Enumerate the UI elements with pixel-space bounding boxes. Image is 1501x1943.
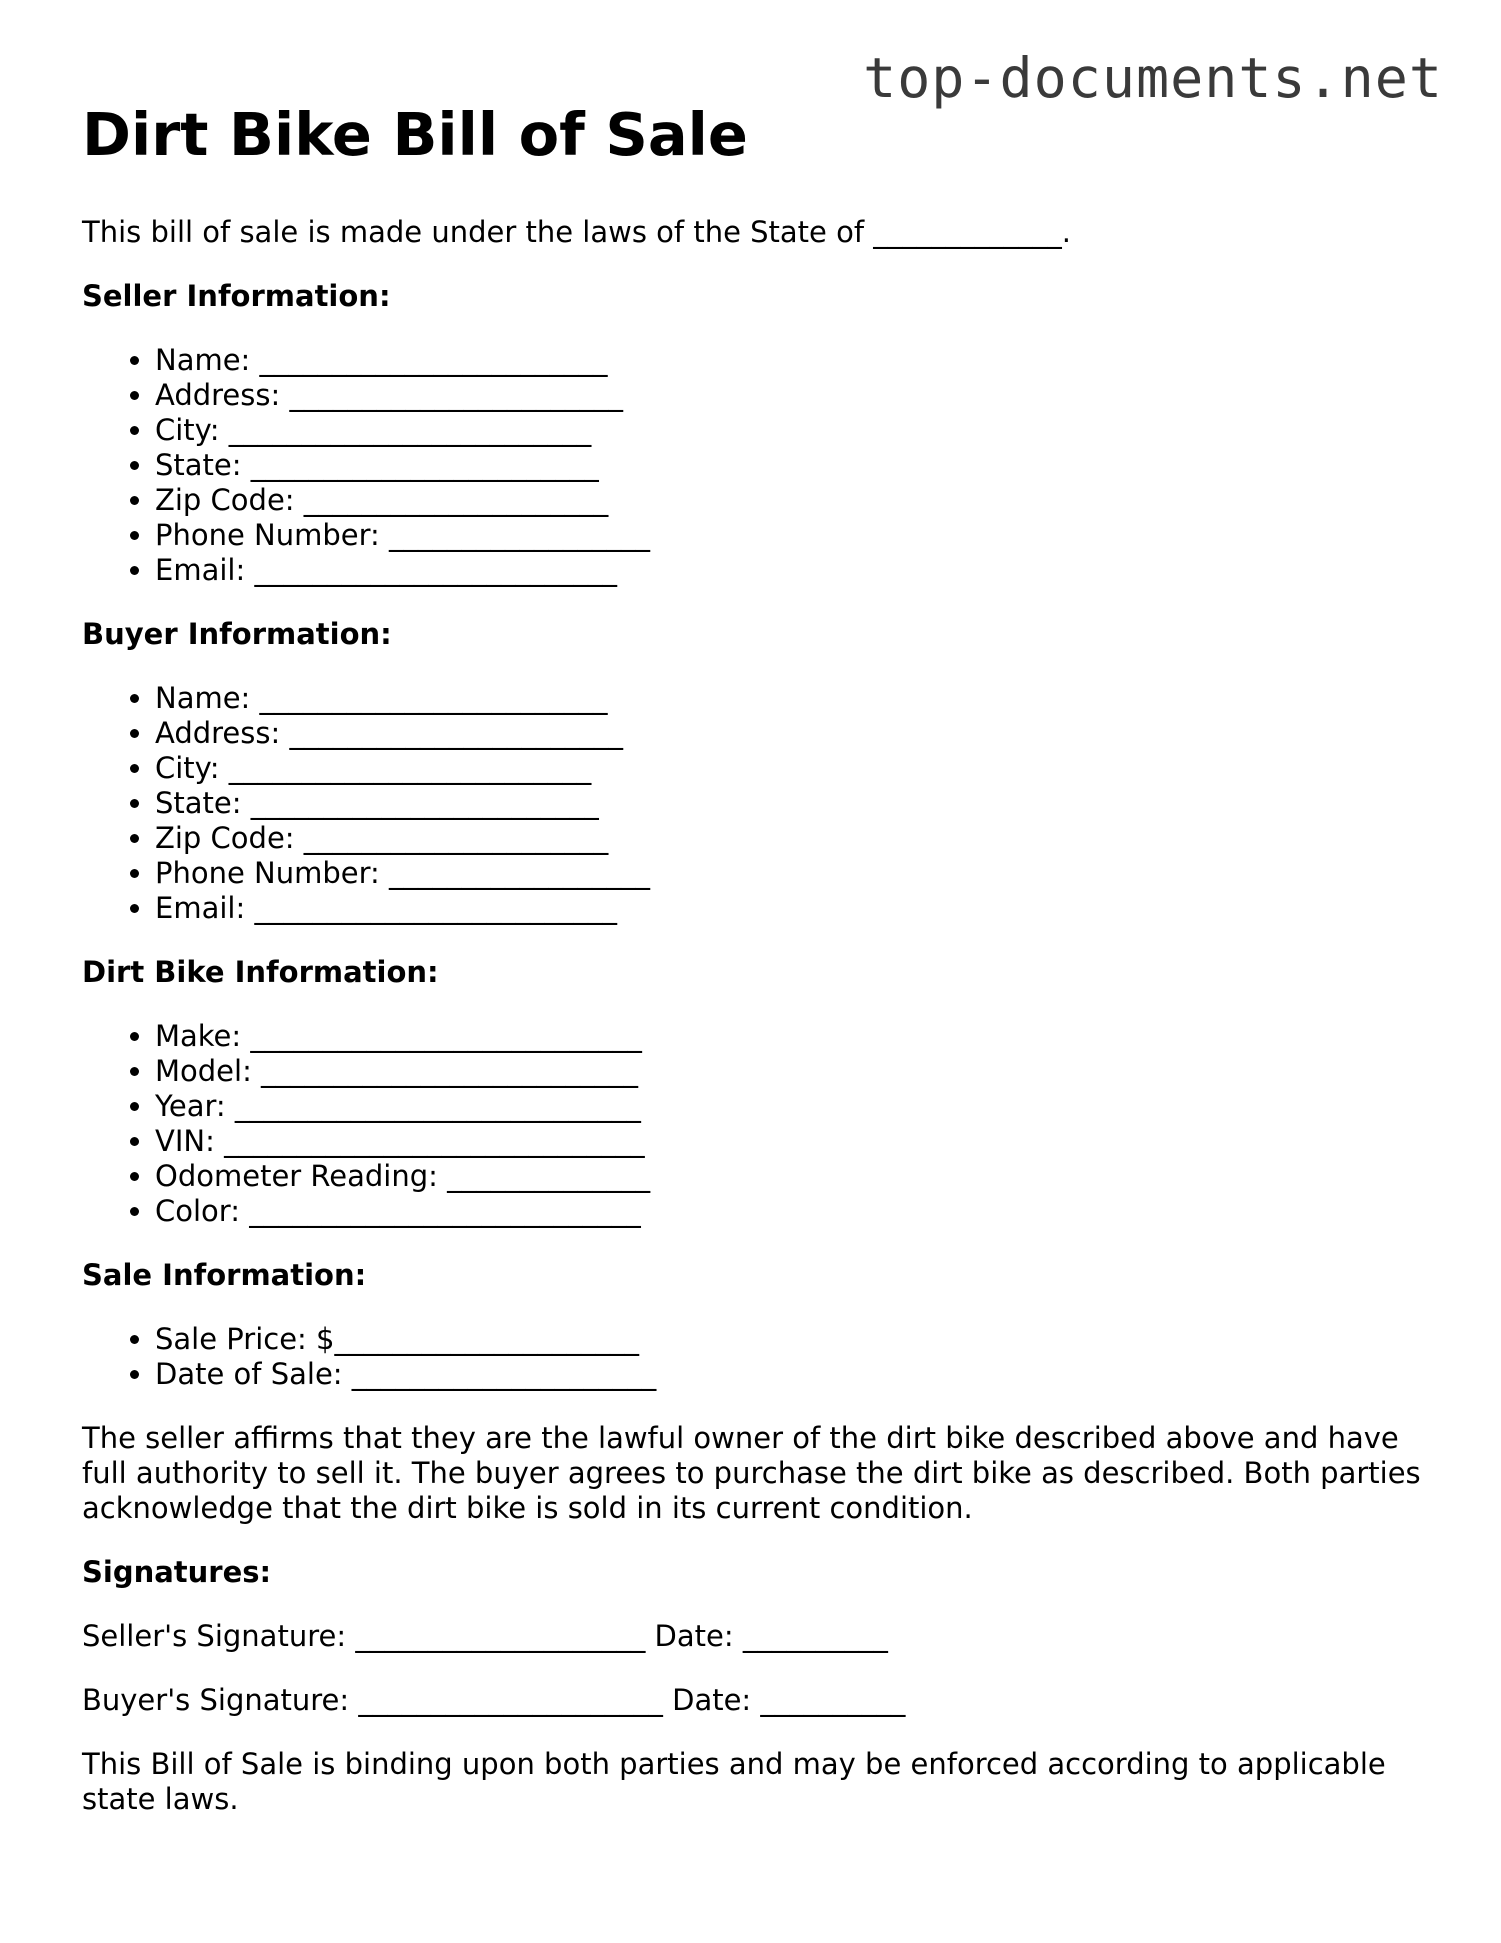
intro-paragraph: This bill of sale is made under the laws of the State of _____________. xyxy=(82,214,1072,249)
buyer-address-field: • Address: _______________________ xyxy=(155,716,1422,751)
buyer-state-field: • State: ________________________ xyxy=(155,786,1422,821)
watermark-text: top-documents.net xyxy=(863,46,1443,110)
bike-model-field: • Model: __________________________ xyxy=(155,1054,1422,1089)
seller-state-field: • State: ________________________ xyxy=(155,448,1422,483)
affirmation-paragraph: The seller affirms that they are the lawful owner of the dirt bike described above and have full authority to sell it. The buyer agrees to purchase the dirt bike as described. Both parties acknowledge that the dirt bike is sold in its current condition. xyxy=(82,1420,1421,1525)
seller-signature-line: Seller's Signature: ____________________ Date: __________ xyxy=(82,1618,888,1653)
seller-address-field: • Address: _______________________ xyxy=(155,378,1422,413)
buyer-email-field: • Email: _________________________ xyxy=(155,891,1422,926)
buyer-section-heading: Buyer Information: xyxy=(82,616,392,651)
seller-fields-list xyxy=(82,343,1422,588)
seller-city-field: • City: _________________________ xyxy=(155,413,1422,448)
seller-phone-field: • Phone Number: __________________ xyxy=(155,518,1422,553)
buyer-name-field: • Name: ________________________ xyxy=(155,681,1422,716)
buyer-phone-field: • Phone Number: __________________ xyxy=(155,856,1422,891)
closing-paragraph: This Bill of Sale is binding upon both parties and may be enforced according to applicable state laws. xyxy=(82,1746,1386,1816)
seller-section-heading: Seller Information: xyxy=(82,278,391,313)
seller-name-field: • Name: ________________________ xyxy=(155,343,1422,378)
signatures-section-heading: Signatures: xyxy=(82,1554,272,1589)
bike-vin-field: • VIN: _____________________________ xyxy=(155,1124,1422,1159)
buyer-zip-field: • Zip Code: _____________________ xyxy=(155,821,1422,856)
sale-price-field: • Sale Price: $_____________________ xyxy=(155,1322,1422,1357)
sale-fields-list xyxy=(82,1322,1422,1392)
bike-color-field: • Color: ___________________________ xyxy=(155,1194,1422,1229)
buyer-signature-line: Buyer's Signature: _____________________ Date: __________ xyxy=(82,1682,906,1717)
bike-fields-list xyxy=(82,1019,1422,1229)
seller-zip-field: • Zip Code: _____________________ xyxy=(155,483,1422,518)
buyer-city-field: • City: _________________________ xyxy=(155,751,1422,786)
document-body xyxy=(82,100,1422,1846)
buyer-fields-list xyxy=(82,681,1422,926)
bike-year-field: • Year: ____________________________ xyxy=(155,1089,1422,1124)
seller-email-field: • Email: _________________________ xyxy=(155,553,1422,588)
document-title: Dirt Bike Bill of Sale xyxy=(82,100,748,169)
bike-odometer-field: • Odometer Reading: ______________ xyxy=(155,1159,1422,1194)
sale-date-field: • Date of Sale: _____________________ xyxy=(155,1357,1422,1392)
bike-section-heading: Dirt Bike Information: xyxy=(82,954,439,989)
sale-section-heading: Sale Information: xyxy=(82,1257,367,1292)
bike-make-field: • Make: ___________________________ xyxy=(155,1019,1422,1054)
